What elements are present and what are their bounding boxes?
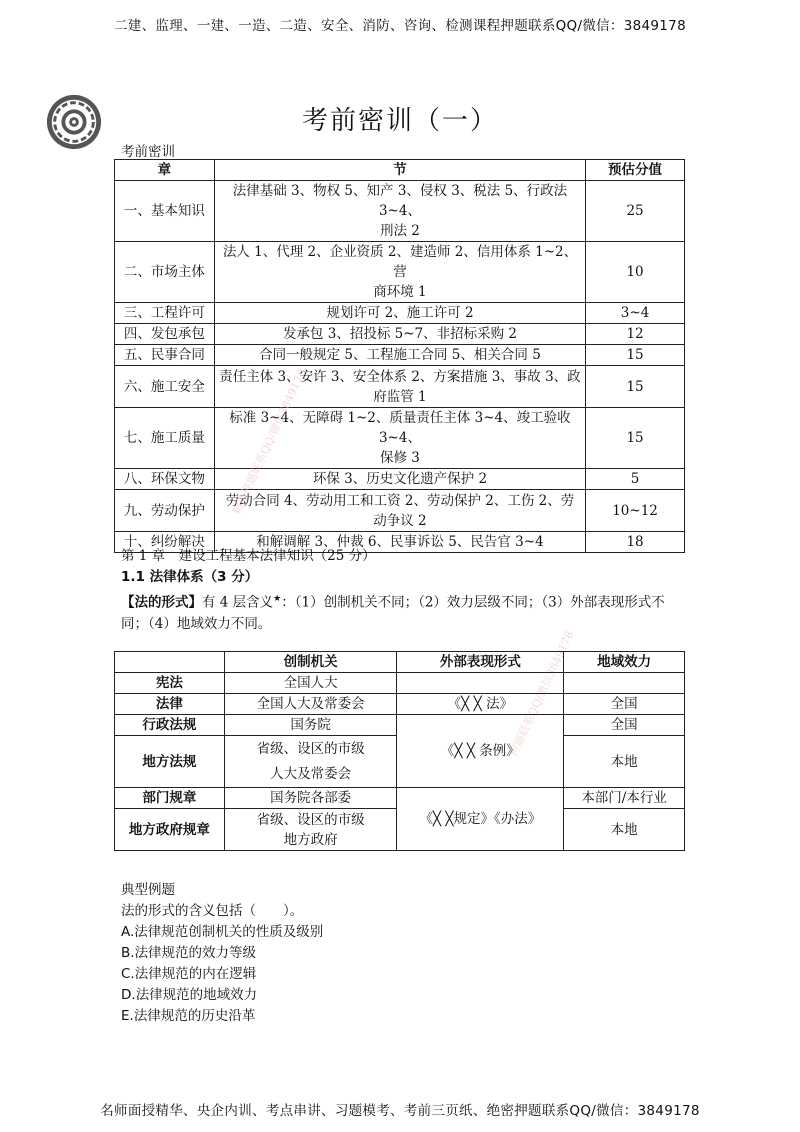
- table-row: [115, 673, 685, 694]
- law-type-cell: 宪法: [115, 673, 225, 694]
- table-row: [115, 715, 685, 736]
- table-row: [115, 694, 685, 715]
- header-authority: 创制机关: [224, 652, 397, 673]
- law-type-cell: 行政法规: [115, 715, 225, 736]
- chapter-cell: 六、施工安全: [115, 366, 215, 408]
- score-cell: 25: [586, 181, 685, 242]
- form-cell: 《╳ ╳ 条例》: [397, 715, 564, 788]
- law-form-table: [114, 651, 685, 851]
- table-row: [115, 303, 685, 324]
- section-cell: 标准 3~4、无障碍 1~2、质量责任主体 3~4、竣工验收 3~4、 保修 3: [214, 408, 585, 469]
- law-form-paragraph: 【法的形式】有 4 层含义★：（1）创制机关不同；（2）效力层级不同；（3）外部表现形式不 同；（4）地域效力不同。: [121, 594, 665, 632]
- table-row: [115, 788, 685, 809]
- table-caption: 考前密训: [121, 144, 175, 160]
- header-form: 外部表现形式: [397, 652, 564, 673]
- table-row: [115, 324, 685, 345]
- section-cell: 环保 3、历史文化遗产保护 2: [214, 469, 585, 490]
- score-cell: 3~4: [586, 303, 685, 324]
- score-cell: 15: [586, 408, 685, 469]
- example-section: [121, 880, 323, 1027]
- scope-cell: [564, 673, 685, 694]
- watermark: 押题联系QQ/微信3849178: [506, 628, 577, 759]
- chapter-cell: 二、市场主体: [115, 242, 215, 303]
- form-cell: 《╳ ╳规定》《办法》: [397, 788, 564, 851]
- header-scope: 地域效力: [564, 652, 685, 673]
- score-table: [114, 159, 685, 553]
- law-type-cell: 法律: [115, 694, 225, 715]
- star-icon: ★: [273, 594, 282, 604]
- score-cell: 5: [586, 469, 685, 490]
- chapter-cell: 九、劳动保护: [115, 490, 215, 532]
- section-heading: 1.1 法律体系（3 分）: [121, 569, 259, 585]
- chapter-cell: 四、发包承包: [115, 324, 215, 345]
- authority-cell: 全国人大: [224, 673, 397, 694]
- score-cell: 15: [586, 345, 685, 366]
- option-b: B.法律规范的效力等级: [121, 945, 257, 961]
- score-cell: 12: [586, 324, 685, 345]
- page-footer: 名师面授精华、央企内训、考点串讲、习题模考、考前三页纸、绝密押题联系QQ/微信：3849178: [100, 1103, 700, 1119]
- table-row: [115, 345, 685, 366]
- table-row: [115, 490, 685, 532]
- scope-cell: 全国: [564, 694, 685, 715]
- option-a: A.法律规范创制机关的性质及级别: [121, 924, 324, 940]
- section-cell: 法律基础 3、物权 5、知产 3、侵权 3、税法 5、行政法 3~4、 刑法 2: [214, 181, 585, 242]
- chapter-cell: 八、环保文物: [115, 469, 215, 490]
- score-cell: 15: [586, 366, 685, 408]
- score-cell: 10~12: [586, 490, 685, 532]
- section-cell: 合同一般规定 5、工程施工合同 5、相关合同 5: [214, 345, 585, 366]
- table-row: [115, 366, 685, 408]
- header-blank: [115, 652, 225, 673]
- page-header: 二建、监理、一建、一造、二造、安全、消防、咨询、检测课程押题联系QQ/微信：3849178: [114, 18, 686, 34]
- scope-cell: 本地: [564, 809, 685, 851]
- header-score: 预估分值: [586, 160, 685, 181]
- section-cell: 劳动合同 4、劳动用工和工资 2、劳动保护 2、工伤 2、劳 动争议 2: [214, 490, 585, 532]
- option-c: C.法律规范的内在逻辑: [121, 966, 257, 982]
- score-cell: 10: [586, 242, 685, 303]
- score-cell: 18: [586, 532, 685, 553]
- law-type-cell: 地方政府规章: [115, 809, 225, 851]
- form-cell: 《╳ ╳ 法》: [397, 694, 564, 715]
- form-cell: [397, 673, 564, 694]
- authority-cell: 国务院: [224, 715, 397, 736]
- authority-cell: 省级、设区的市级 地方政府: [224, 809, 397, 851]
- scope-cell: 本部门/本行业: [564, 788, 685, 809]
- section-cell: 发承包 3、招投标 5~7、非招标采购 2: [214, 324, 585, 345]
- page-title: 考前密训（一）: [301, 106, 498, 136]
- option-e: E.法律规范的历史沿革: [121, 1008, 256, 1024]
- section-cell: 规划许可 2、施工许可 2: [214, 303, 585, 324]
- example-question: 法的形式的含义包括（ ）。: [121, 903, 304, 919]
- section-cell: 责任主体 3、安许 3、安全体系 2、方案措施 3、事故 3、政 府监管 1: [214, 366, 585, 408]
- law-type-cell: 部门规章: [115, 788, 225, 809]
- chapter-cell: 七、施工质量: [115, 408, 215, 469]
- scope-cell: 全国: [564, 715, 685, 736]
- table-row: [115, 469, 685, 490]
- example-heading: 典型例题: [121, 882, 175, 898]
- authority-cell: 省级、设区的市级 人大及常委会: [224, 736, 397, 788]
- chapter-cell: 五、民事合同: [115, 345, 215, 366]
- header-section: 节: [214, 160, 585, 181]
- law-form-label: 【法的形式】: [121, 594, 202, 611]
- table-row: [115, 408, 685, 469]
- chapter-cell: 一、基本知识: [115, 181, 215, 242]
- watermark: 精选押题联系QQ/微信3849178: [229, 366, 309, 517]
- option-d: D.法律规范的地域效力: [121, 987, 258, 1003]
- authority-cell: 国务院各部委: [224, 788, 397, 809]
- chapter-heading: 第 1 章 建设工程基本法律知识（25 分）: [121, 548, 376, 564]
- chapter-cell: 十、纠纷解决: [115, 532, 215, 553]
- table-row: [115, 242, 685, 303]
- law-type-cell: 地方法规: [115, 736, 225, 788]
- header-chapter: 章: [115, 160, 215, 181]
- section-cell: 法人 1、代理 2、企业资质 2、建造师 2、信用体系 1~2、营 商环境 1: [214, 242, 585, 303]
- section-cell: 和解调解 3、仲裁 6、民事诉讼 5、民告官 3~4: [214, 532, 585, 553]
- chapter-cell: 三、工程许可: [115, 303, 215, 324]
- table-row: [115, 181, 685, 242]
- authority-cell: 全国人大及常委会: [224, 694, 397, 715]
- scope-cell: 本地: [564, 736, 685, 788]
